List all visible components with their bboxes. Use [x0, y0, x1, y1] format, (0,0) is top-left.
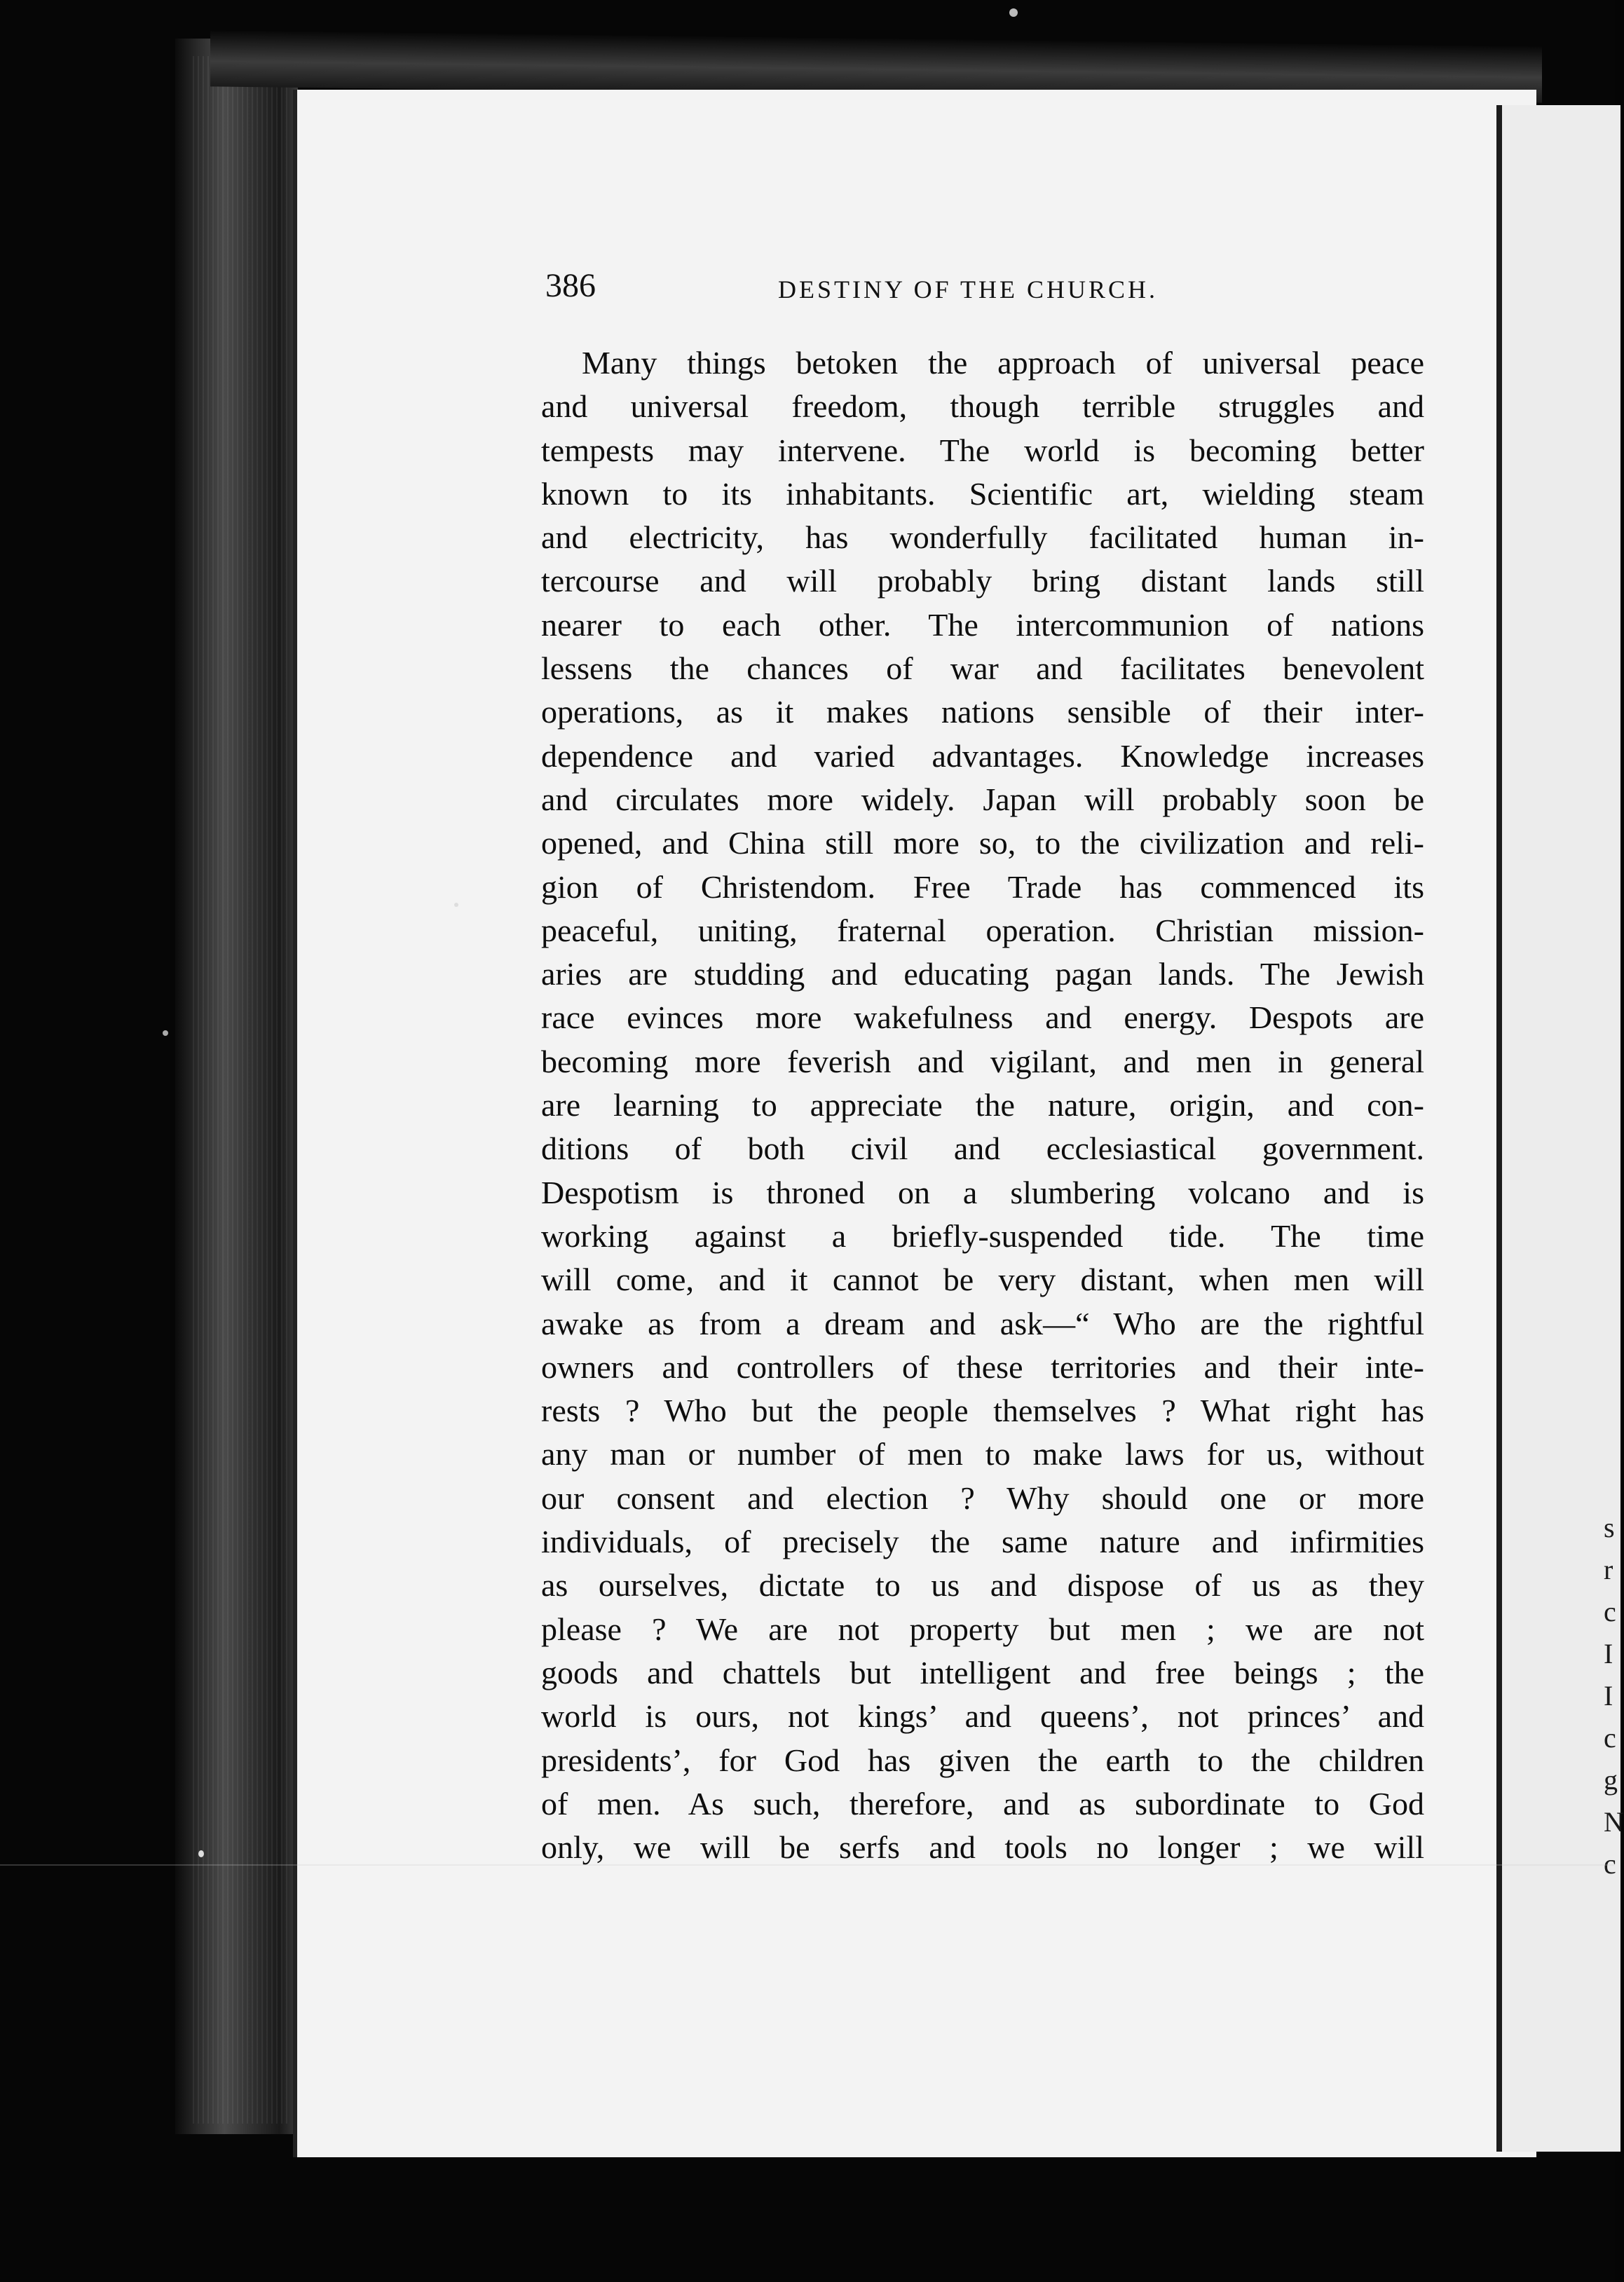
text-line: known to its inhabitants. Scientific art, wielding steam	[541, 475, 1424, 512]
text-line: please ? We are not property but men ; we are not	[541, 1611, 1424, 1647]
page-edge-texture	[193, 56, 291, 2124]
text-line: our consent and election ? Why should one or more	[541, 1480, 1424, 1516]
text-line: as ourselves, dictate to us and dispose of us as they	[541, 1567, 1424, 1604]
text-line: presidents’, for God has given the earth to the children	[541, 1742, 1424, 1778]
dust-speck	[163, 1030, 168, 1036]
facing-page	[1496, 105, 1624, 2152]
scan-artifact-line	[0, 1864, 1615, 1866]
text-line: awake as from a dream and ask—“ Who are the rightful	[541, 1305, 1424, 1341]
text-line: any man or number of men to make laws for us, without	[541, 1436, 1424, 1473]
text-line: tempests may intervene. The world is becoming better	[541, 432, 1424, 468]
text-line: tercourse and will probably bring distant lands still	[541, 563, 1424, 599]
text-line: nearer to each other. The intercommunion of nations	[541, 606, 1424, 643]
dust-speck	[1009, 8, 1018, 17]
page-number: 386	[545, 267, 596, 304]
text-line: world is ours, not kings’ and queens’, not princes’ and	[541, 1698, 1424, 1735]
text-line: and electricity, has wonderfully facilitated human in-	[541, 519, 1424, 556]
text-line: owners and controllers of these territories and their inte-	[541, 1348, 1424, 1385]
text-line: and universal freedom, though terrible struggles and	[541, 388, 1424, 425]
body-text	[541, 341, 1424, 1869]
text-line: will come, and it cannot be very distant, when men will	[541, 1262, 1424, 1298]
running-head-title: DESTINY OF THE CHURCH.	[778, 275, 1159, 303]
text-line: lessens the chances of war and facilitates benevolent	[541, 650, 1424, 687]
text-line: dependence and varied advantages. Knowledge increases	[541, 737, 1424, 774]
text-line: ditions of both civil and ecclesiastical government.	[541, 1130, 1424, 1167]
text-line: race evinces more wakefulness and energy. Despots are	[541, 999, 1424, 1036]
text-line: Many things betoken the approach of universal peace	[582, 345, 1424, 381]
text-line: are learning to appreciate the nature, origin, and con-	[541, 1087, 1424, 1123]
dust-speck	[454, 903, 458, 907]
text-line: of men. As such, therefore, and as subordinate to God	[541, 1785, 1424, 1822]
text-line: and circulates more widely. Japan will probably soon be	[541, 781, 1424, 817]
facing-page-text-fragments: s r c I I c g N c	[1604, 1512, 1624, 1880]
text-line: gion of Christendom. Free Trade has commenced its	[541, 868, 1424, 905]
text-line: operations, as it makes nations sensible of their inter-	[541, 694, 1424, 730]
text-line: aries are studding and educating pagan lands. The Jewish	[541, 956, 1424, 992]
text-line: goods and chattels but intelligent and free beings ; the	[541, 1654, 1424, 1690]
dust-speck	[198, 1850, 204, 1857]
text-line: only, we will be serfs and tools no longer ; we will	[541, 1829, 1424, 1866]
text-line: becoming more feverish and vigilant, and men in general	[541, 1043, 1424, 1079]
text-line: Despotism is throned on a slumbering volcano and is	[541, 1174, 1424, 1210]
text-line: rests ? Who but the people themselves ? What right has	[541, 1393, 1424, 1429]
text-line: individuals, of precisely the same nature and infirmities	[541, 1524, 1424, 1560]
text-line: working against a briefly-suspended tide. The time	[541, 1217, 1424, 1254]
text-line: opened, and China still more so, to the civilization and reli-	[541, 825, 1424, 861]
text-line: peaceful, uniting, fraternal operation. Christian mission-	[541, 912, 1424, 948]
